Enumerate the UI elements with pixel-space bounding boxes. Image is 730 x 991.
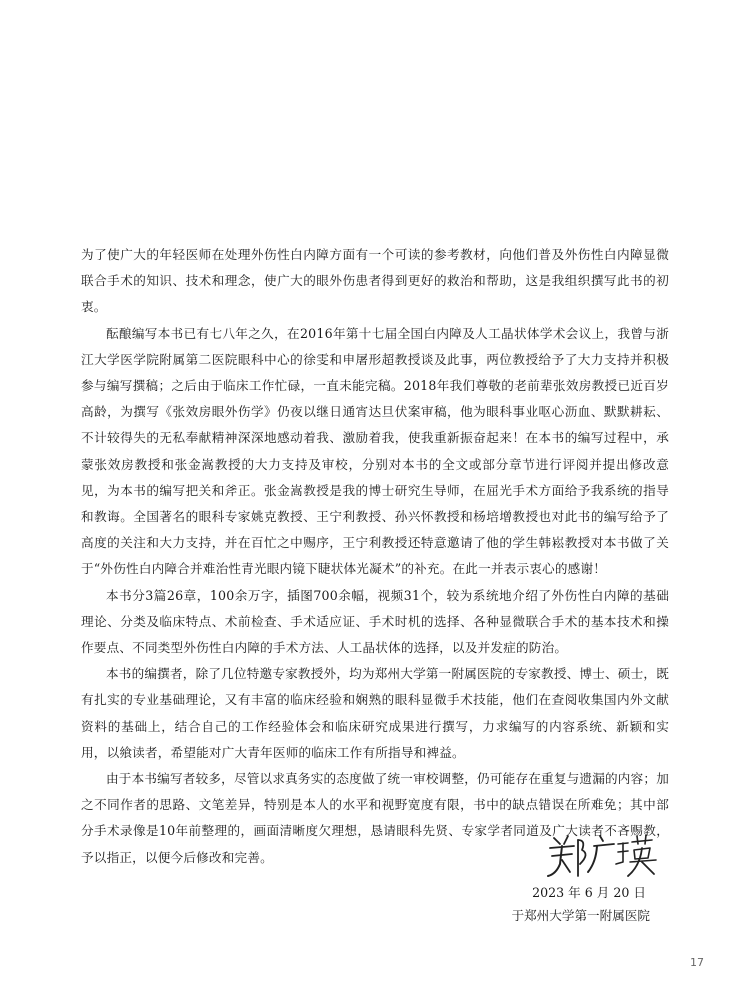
paragraph-2: 酝酿编写本书已有七八年之久，在2016年第十七届全国白内障及人工晶状体学术会议上，我曾与浙江大学医学院附属第二医院眼科中心的徐雯和申屠形超教授谈及此事，两位教授给予了大力支持并积极参与编写撰稿；之后由于临床工作忙碌，一直未能完稿。2018年我们尊敬的老前辈张效房教授已近百岁高龄，为撰写《张效房眼外伤学》仍夜以继日通宵达旦伏案审稿，他为眼科事业呕心沥血、默默耕耘、不计较得失的无私奉献精神深深地感动着我、激励着我，使我重新振奋起来！在本书的编写过程中，承蒙张效房教授和张金嵩教授的大力支持及审校，分别对本书的全文或部分章节进行评阅并提出修改意见，为本书的编写把关和斧正。张金嵩教授是我的博士研究生导师，在屈光手术方面给予我系统的指导和教诲。全国著名的眼科专家姚克教授、王宁利教授、孙兴怀教授和杨培增教授也对此书的编写给予了高度的关注和大力支持，并在百忙之中赐序，王宁利教授还特意邀请了他的学生韩崧教授对本书做了关于“外伤性白内障合并难治性青光眼内镜下睫状体光凝术”的补充。在此一并表示衷心的感谢！ [81, 325, 669, 577]
paragraph-5: 由于本书编写者较多，尽管以求真务实的态度做了统一审校调整，仍可能存在重复与遗漏的内容；加之不同作者的思路、文笔差异，特别是本人的水平和视野宽度有限，书中的缺点错误在所难免；其中部分手术录像是10年前整理的，画面清晰度欠理想，恳请眼科先贤、专家学者同道及广大读者不吝赐教，予以指正，以便今后修改和完善。 [81, 771, 669, 865]
paragraph-3: 本书分3篇26章，100余万字，插图700余幅，视频31个，较为系统地介绍了外伤性白内障的基础理论、分类及临床特点、术前检查、手术适应证、手术时机的选择、各种显微联合手术的基本技术和操作要点、不同类型外伤性白内障的手术方法、人工晶状体的选择，以及并发症的防治。 [81, 587, 669, 656]
preface-body [81, 242, 669, 871]
signature-place: 于郑州大学第一附属医院 [511, 908, 650, 923]
paragraph-1: 为了使广大的年轻医师在处理外伤性白内障方面有一个可读的参考教材，向他们普及外伤性白内障显微联合手术的知识、技术和理念，使广大的眼外伤患者得到更好的救治和帮助，这是我组织撰写此书的初衷。 [81, 247, 669, 315]
page-number: 17 [690, 956, 704, 969]
paragraph-4: 本书的编撰者，除了几位特邀专家教授外，均为郑州大学第一附属医院的专家教授、博士、硕士，既有扎实的专业基础理论，又有丰富的临床经验和娴熟的眼科显微手术技能，他们在查阅收集国内外文献资料的基础上，结合自己的工作经验体会和临床研究成果进行撰写，力求编写的内容系统、新颖和实用，以飨读者，希望能对广大青年医师的临床工作有所指导和裨益。 [81, 666, 669, 760]
handwritten-signature [540, 830, 660, 880]
signature-date: 2023 年 6 月 20 日 [532, 885, 646, 900]
